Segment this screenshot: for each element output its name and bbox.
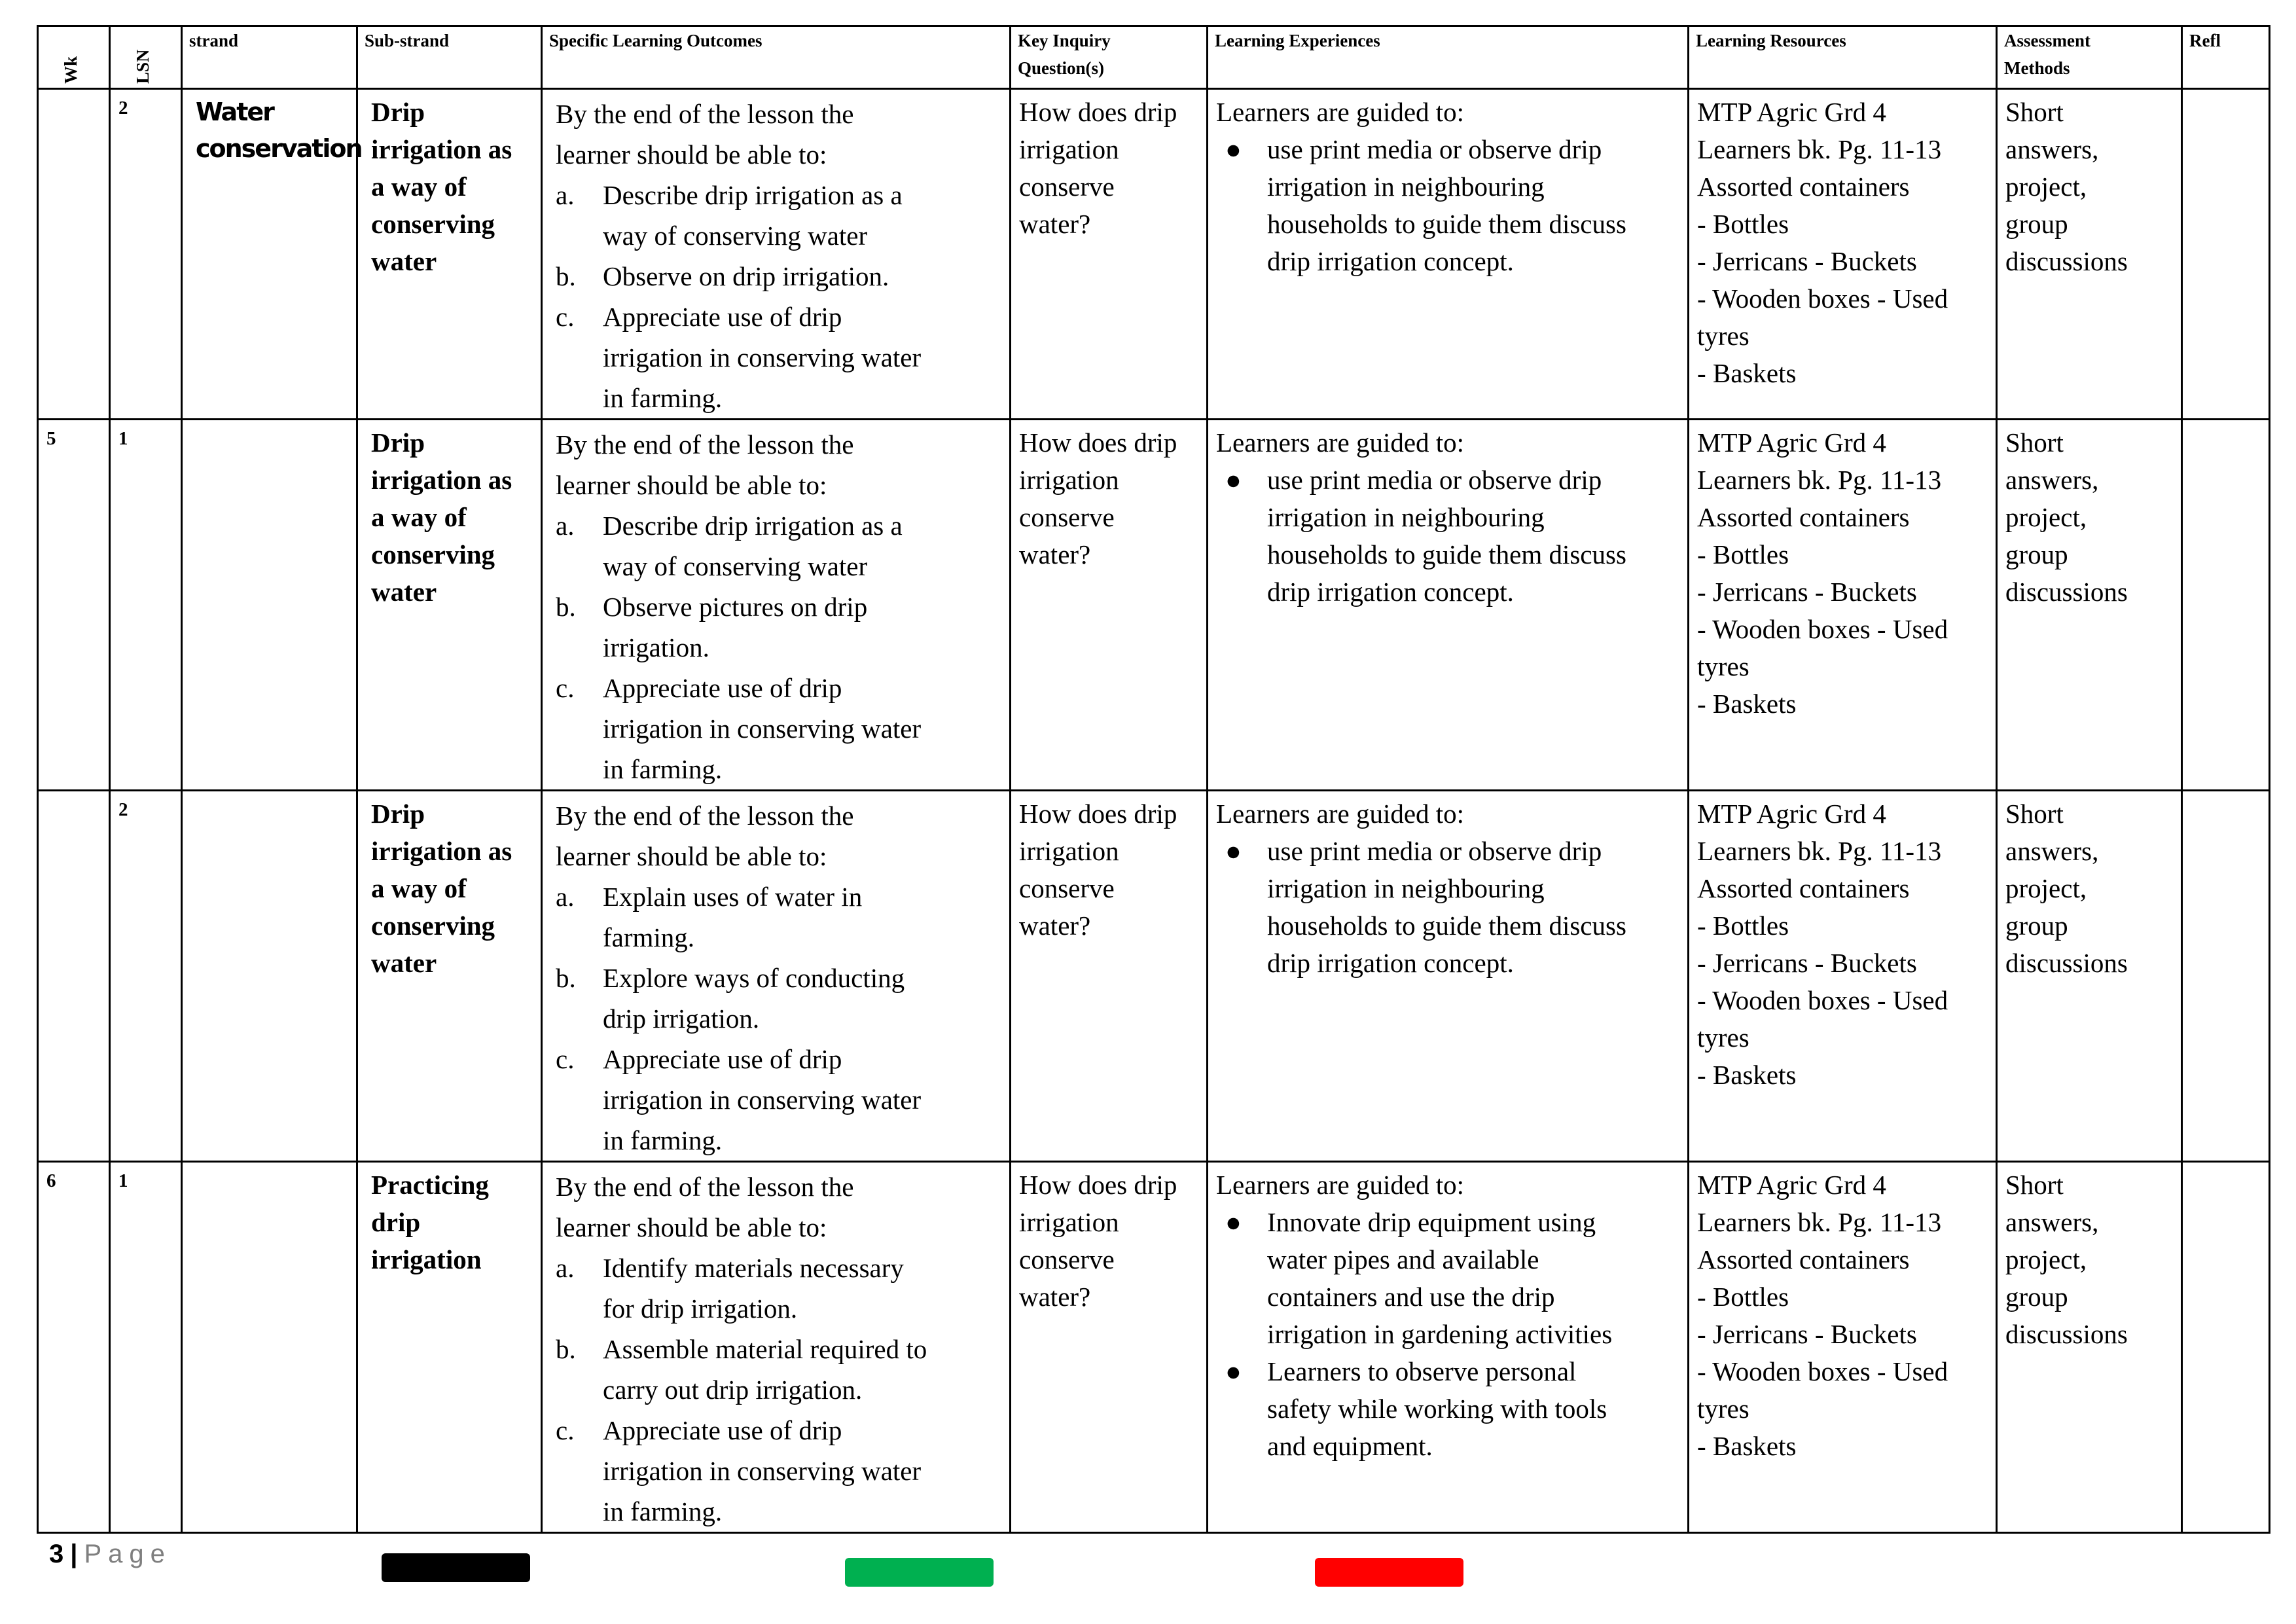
header-strand: strand [182, 26, 357, 89]
learning-outcomes-cell: By the end of the lesson the learner should be able to: a. Describe drip irrigation as a way of conserving water b. Observe on drip irrigation. c. Appreciate use of drip irrigation in conserving water in farming. [542, 89, 1011, 420]
week-cell: 6 [38, 1162, 110, 1533]
outcome-item: b. Explore ways of conducting drip irrigation. [556, 963, 905, 1034]
assessment-cell: Short answers, project, group discussions [1997, 1162, 2182, 1533]
experience-item: ● Learners to observe personal safety while working with tools and equipment. [1216, 1353, 1681, 1465]
experience-item: ● use print media or observe drip irrigation in neighbouring households to guide them discuss drip irrigation concept. [1216, 131, 1681, 280]
green-bar [845, 1558, 994, 1587]
learning-resources-cell: MTP Agric Grd 4 Learners bk. Pg. 11-13 Assorted containers - Bottles - Jerricans - Buckets - Wooden boxes - Used tyres - Baskets [1689, 791, 1997, 1162]
header-sub-strand: Sub-strand [357, 26, 542, 89]
learning-resources-cell: MTP Agric Grd 4 Learners bk. Pg. 11-13 Assorted containers - Bottles - Jerricans - Buckets - Wooden boxes - Used tyres - Baskets [1689, 89, 1997, 420]
strand-cell [182, 1162, 357, 1533]
header-reflection: Refl [2182, 26, 2270, 89]
lesson-cell: 1 [110, 420, 182, 791]
learning-experiences-cell: Learners are guided to: ● use print media or observe drip irrigation in neighbouring households to guide them discuss drip irrigation concept. [1208, 89, 1689, 420]
week-cell: 5 [38, 420, 110, 791]
page-label: Page [84, 1540, 171, 1568]
reflection-cell [2182, 89, 2270, 420]
outcome-item: b. Assemble material required to carry out drip irrigation. [556, 1334, 927, 1405]
experience-item: ● Innovate drip equipment using water pipes and available containers and use the drip irrigation in gardening activities [1216, 1204, 1681, 1353]
outcome-item: c. Appreciate use of drip irrigation in conserving water in farming. [556, 302, 922, 413]
page-footer [49, 1540, 171, 1569]
lesson-cell: 2 [110, 89, 182, 420]
outcome-item: a. Explain uses of water in farming. [556, 882, 863, 952]
lesson-cell: 2 [110, 791, 182, 1162]
strand-cell: Water conservation [182, 89, 357, 420]
reflection-cell [2182, 420, 2270, 791]
key-inquiry-cell: How does drip irrigation conserve water? [1011, 89, 1208, 420]
bullet-icon: ● [1225, 836, 1242, 866]
key-inquiry-cell: How does drip irrigation conserve water? [1011, 791, 1208, 1162]
learning-outcomes-cell: By the end of the lesson the learner should be able to: a. Describe drip irrigation as a way of conserving water b. Observe pictures on drip irrigation. c. Appreciate use of drip irrigation in conserving water in farming. [542, 420, 1011, 791]
sub-strand-cell: Drip irrigation as a way of conserving water [357, 420, 542, 791]
header-specific-learning-outcomes: Specific Learning Outcomes [542, 26, 1011, 89]
header-key-inquiry-questions: Key Inquiry Question(s) [1011, 26, 1208, 89]
bullet-icon: ● [1225, 1356, 1242, 1386]
header-learning-experiences: Learning Experiences [1208, 26, 1689, 89]
experience-item: ● use print media or observe drip irrigation in neighbouring households to guide them discuss drip irrigation concept. [1216, 461, 1681, 611]
assessment-cell: Short answers, project, group discussions [1997, 791, 2182, 1162]
key-inquiry-cell: How does drip irrigation conserve water? [1011, 420, 1208, 791]
bullet-icon: ● [1225, 134, 1242, 164]
strand-cell [182, 420, 357, 791]
table-row [38, 791, 2270, 1162]
learning-resources-cell: MTP Agric Grd 4 Learners bk. Pg. 11-13 Assorted containers - Bottles - Jerricans - Buckets - Wooden boxes - Used tyres - Baskets [1689, 1162, 1997, 1533]
assessment-cell: Short answers, project, group discussions [1997, 89, 2182, 420]
key-inquiry-cell: How does drip irrigation conserve water? [1011, 1162, 1208, 1533]
assessment-cell: Short answers, project, group discussions [1997, 420, 2182, 791]
table-row [38, 1162, 2270, 1533]
learning-outcomes-cell: By the end of the lesson the learner should be able to: a. Explain uses of water in farming. b. Explore ways of conducting drip irrigation. c. Appreciate use of drip irrigation in conserving water in farming. [542, 791, 1011, 1162]
outcome-item: c. Appreciate use of drip irrigation in conserving water in farming. [556, 1415, 922, 1526]
page-number: 3 [49, 1540, 64, 1568]
outcome-item: a. Describe drip irrigation as a way of conserving water [556, 180, 903, 251]
outcome-item: c. Appreciate use of drip irrigation in conserving water in farming. [556, 1044, 922, 1155]
table-row [38, 420, 2270, 791]
learning-resources-cell: MTP Agric Grd 4 Learners bk. Pg. 11-13 Assorted containers - Bottles - Jerricans - Buckets - Wooden boxes - Used tyres - Baskets [1689, 420, 1997, 791]
week-cell [38, 791, 110, 1162]
red-bar [1315, 1558, 1463, 1587]
lesson-cell: 1 [110, 1162, 182, 1533]
sub-strand-cell: Practicing drip irrigation [357, 1162, 542, 1533]
header-wk: Wk [38, 26, 110, 89]
scheme-of-work-table [37, 25, 2270, 1534]
sub-strand-cell: Drip irrigation as a way of conserving water [357, 89, 542, 420]
learning-experiences-cell: Learners are guided to: ● use print media or observe drip irrigation in neighbouring households to guide them discuss drip irrigation concept. [1208, 791, 1689, 1162]
learning-outcomes-cell: By the end of the lesson the learner should be able to: a. Identify materials necessary for drip irrigation. b. Assemble material required to carry out drip irrigation. c. Appreciate use of drip irrigation in conserving water in farming. [542, 1162, 1011, 1533]
outcome-item: b. Observe on drip irrigation. [556, 261, 889, 291]
week-cell [38, 89, 110, 420]
reflection-cell [2182, 791, 2270, 1162]
sub-strand-cell: Drip irrigation as a way of conserving water [357, 791, 542, 1162]
outcome-item: a. Describe drip irrigation as a way of conserving water [556, 511, 903, 581]
black-bar [382, 1553, 530, 1582]
outcome-item: c. Appreciate use of drip irrigation in conserving water in farming. [556, 673, 922, 784]
header-row [38, 26, 2270, 89]
footer-separator: | [70, 1540, 78, 1568]
learning-experiences-cell: Learners are guided to: ● use print media or observe drip irrigation in neighbouring households to guide them discuss drip irrigation concept. [1208, 420, 1689, 791]
outcome-item: a. Identify materials necessary for drip irrigation. [556, 1253, 904, 1324]
header-learning-resources: Learning Resources [1689, 26, 1997, 89]
outcome-item: b. Observe pictures on drip irrigation. [556, 592, 868, 662]
header-lsn: LSN [110, 26, 182, 89]
bullet-icon: ● [1225, 1207, 1242, 1237]
learning-experiences-cell: Learners are guided to: ● Innovate drip equipment using water pipes and available containers and use the drip irrigation in gardening activities ● Learners to observe personal safety while working with tools and equipment. [1208, 1162, 1689, 1533]
header-assessment-methods: Assessment Methods [1997, 26, 2182, 89]
table-row [38, 89, 2270, 420]
strand-cell [182, 791, 357, 1162]
bullet-icon: ● [1225, 465, 1242, 495]
experience-item: ● use print media or observe drip irrigation in neighbouring households to guide them discuss drip irrigation concept. [1216, 833, 1681, 982]
reflection-cell [2182, 1162, 2270, 1533]
